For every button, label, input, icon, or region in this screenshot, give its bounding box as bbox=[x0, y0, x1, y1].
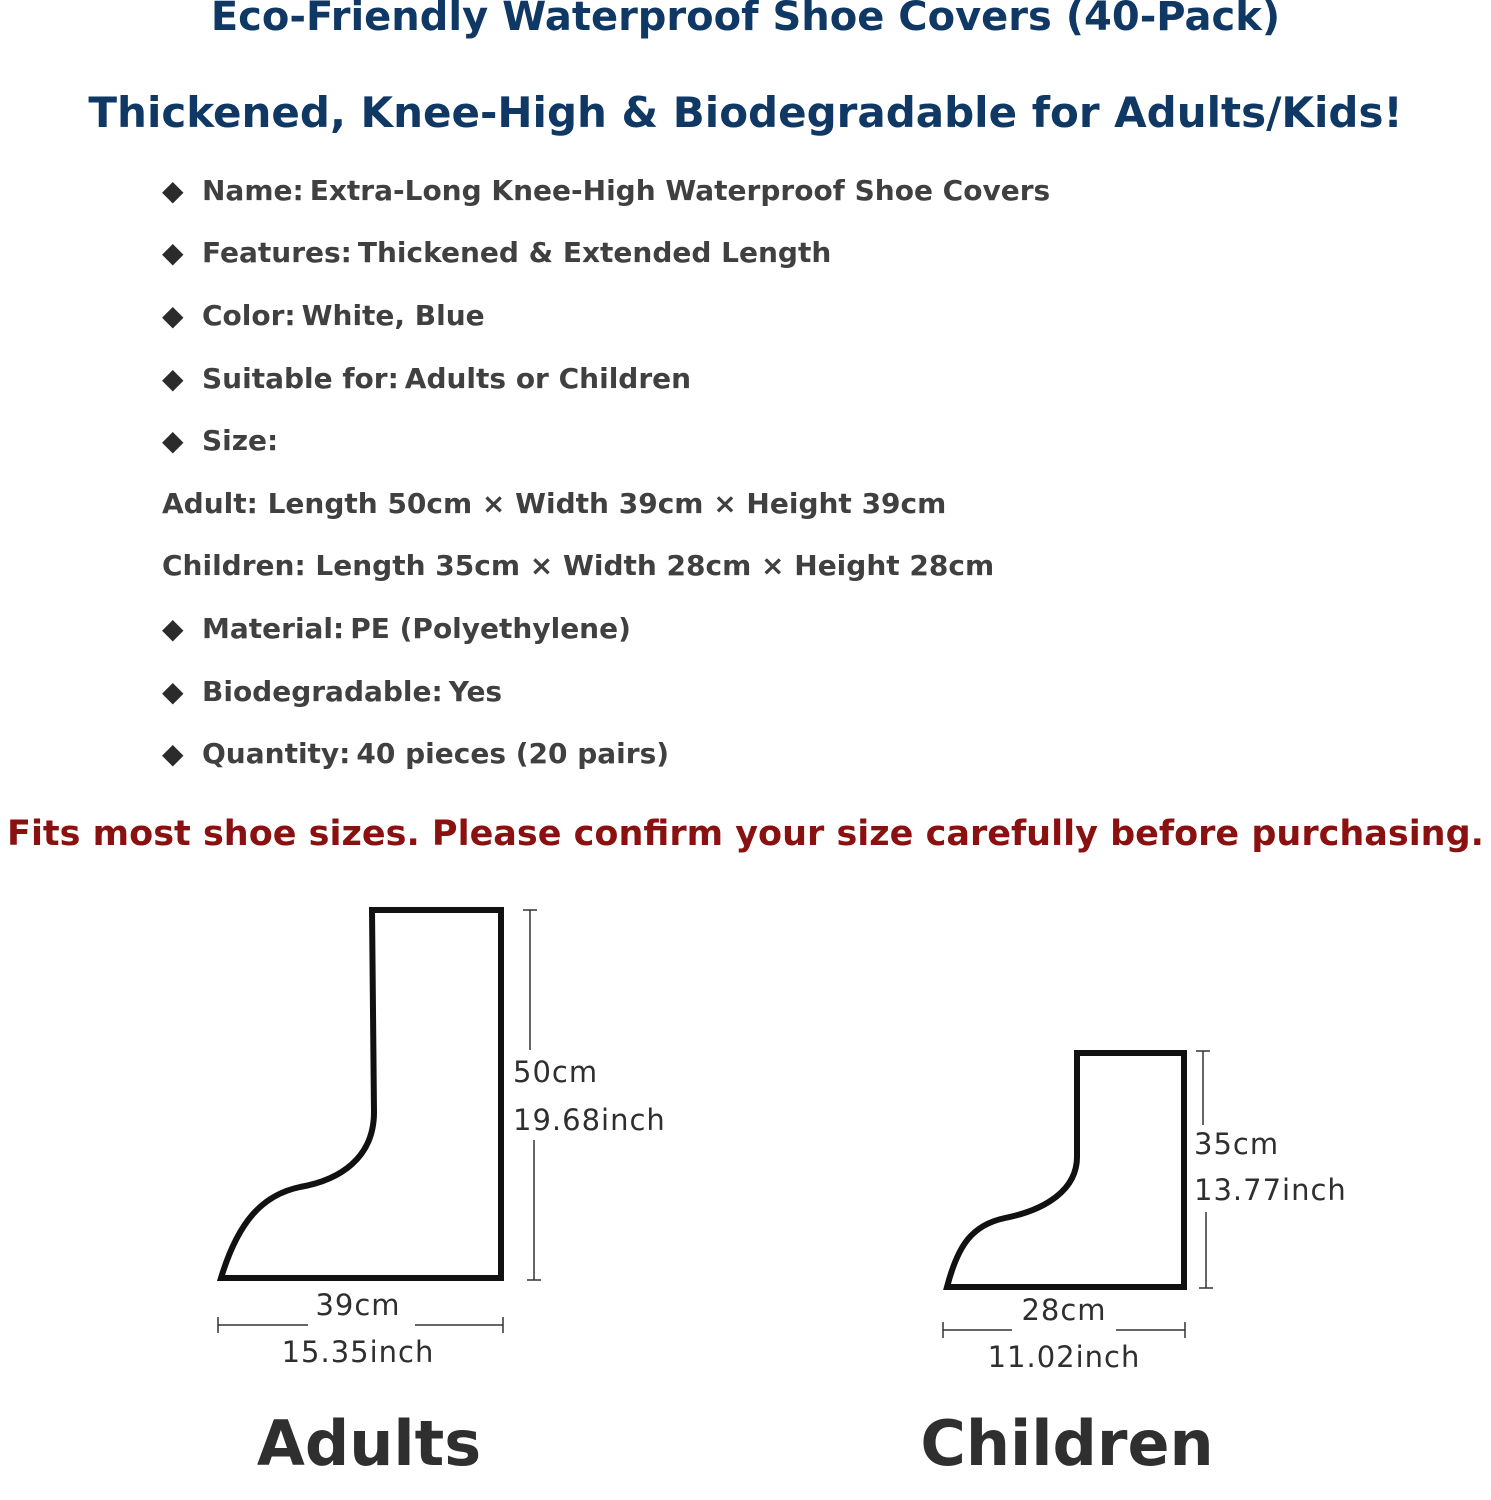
adult-width-cm: 39cm bbox=[315, 1288, 401, 1322]
spec-key: Biodegradable: bbox=[202, 675, 443, 708]
spec-key: Material: bbox=[202, 612, 345, 645]
page-title: Eco-Friendly Waterproof Shoe Covers (40-Pack) bbox=[210, 0, 1281, 40]
spec-value: Extra-Long Knee-High Waterproof Shoe Covers bbox=[309, 174, 1051, 207]
diamond-bullet-icon: ◆ bbox=[162, 675, 184, 708]
size-diagram bbox=[0, 890, 1491, 1500]
children-shoe-cover-outline bbox=[947, 1053, 1184, 1287]
spec-key: Quantity: bbox=[202, 737, 351, 770]
spec-key: Name: bbox=[202, 174, 304, 207]
diamond-bullet-icon: ◆ bbox=[162, 737, 184, 770]
spec-value: Adults or Children bbox=[404, 362, 692, 395]
diamond-bullet-icon: ◆ bbox=[162, 174, 184, 207]
spec-key: Suitable for: bbox=[202, 362, 399, 395]
spec-suitable-for bbox=[162, 362, 691, 395]
size-notice: Fits most shoe sizes. Please confirm your size carefully before purchasing. bbox=[7, 814, 1484, 854]
diamond-bullet-icon: ◆ bbox=[162, 362, 184, 395]
adults-caption: Adults bbox=[256, 1407, 482, 1480]
spec-value: 40 pieces (20 pairs) bbox=[356, 737, 670, 770]
adult-height-inch: 19.68inch bbox=[513, 1103, 666, 1137]
spec-size bbox=[162, 424, 284, 457]
spec-value: Yes bbox=[448, 675, 503, 708]
spec-quantity bbox=[162, 737, 669, 770]
spec-value: Thickened & Extended Length bbox=[357, 236, 832, 269]
adult-width-inch: 15.35inch bbox=[281, 1335, 435, 1369]
adult-height-cm: 50cm bbox=[513, 1055, 599, 1089]
spec-size-children: Children: Length 35cm × Width 28cm × Height 28cm bbox=[162, 549, 995, 582]
page-subtitle: Thickened, Knee-High & Biodegradable for Adults/Kids! bbox=[88, 88, 1403, 137]
spec-biodegradable bbox=[162, 675, 502, 708]
spec-material bbox=[162, 612, 631, 645]
spec-key: Color: bbox=[202, 299, 296, 332]
spec-color bbox=[162, 299, 485, 332]
spec-value: White, Blue bbox=[301, 299, 485, 332]
spec-value: PE (Polyethylene) bbox=[350, 612, 631, 645]
adult-shoe-cover-outline bbox=[221, 910, 501, 1278]
diamond-bullet-icon: ◆ bbox=[162, 236, 184, 269]
children-height-dimension bbox=[1196, 1051, 1213, 1288]
children-width-cm: 28cm bbox=[1021, 1293, 1107, 1327]
children-caption: Children bbox=[920, 1407, 1214, 1480]
spec-size-adult: Adult: Length 50cm × Width 39cm × Height 39cm bbox=[162, 487, 947, 520]
children-height-inch: 13.77inch bbox=[1194, 1173, 1347, 1207]
spec-features bbox=[162, 236, 831, 269]
diamond-bullet-icon: ◆ bbox=[162, 612, 184, 645]
adult-height-dimension bbox=[523, 910, 541, 1280]
spec-key: Features: bbox=[202, 236, 352, 269]
diamond-bullet-icon: ◆ bbox=[162, 299, 184, 332]
spec-key: Size: bbox=[202, 424, 279, 457]
children-width-inch: 11.02inch bbox=[987, 1340, 1141, 1374]
spec-name bbox=[162, 174, 1050, 207]
diamond-bullet-icon: ◆ bbox=[162, 424, 184, 457]
children-height-cm: 35cm bbox=[1194, 1127, 1280, 1161]
